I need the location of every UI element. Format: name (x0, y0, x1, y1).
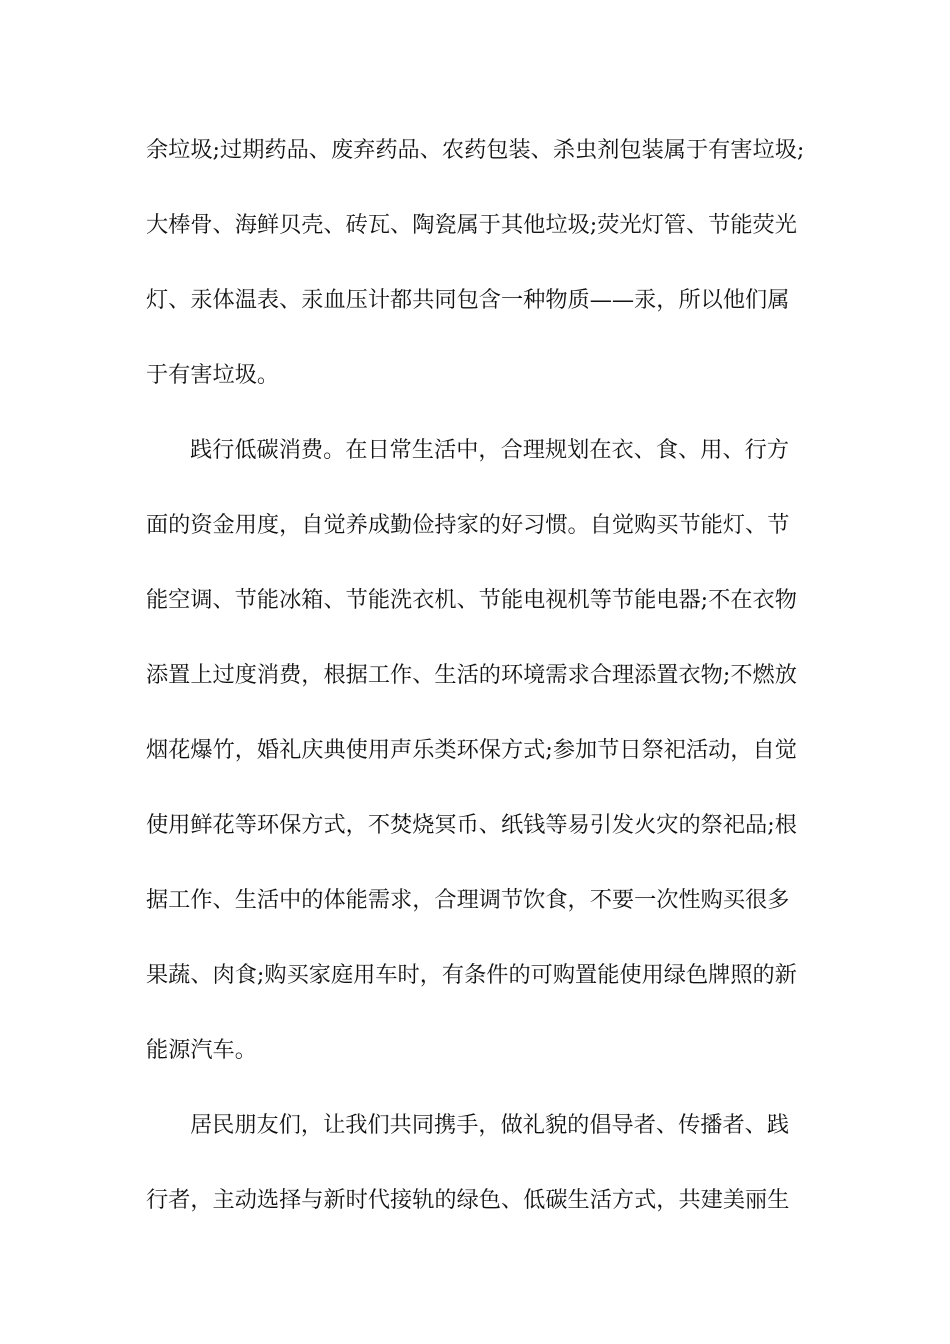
paragraph-first-line: 践行低碳消费。在日常生活中，合理规划在衣、食、用、行方 (190, 437, 790, 463)
text-line: 行者，主动选择与新时代接轨的绿色、低碳生活方式，共建美丽生 (146, 1187, 790, 1213)
text-line: 烟花爆竹，婚礼庆典使用声乐类环保方式;参加节日祭祀活动，自觉 (146, 737, 797, 763)
text-line: 添置上过度消费，根据工作、生活的环境需求合理添置衣物;不燃放 (146, 662, 797, 688)
paragraph-first-line: 居民朋友们，让我们共同携手，做礼貌的倡导者、传播者、践 (190, 1112, 790, 1138)
text-line: 面的资金用度，自觉养成勤俭持家的好习惯。自觉购买节能灯、节 (146, 512, 790, 538)
text-line: 使用鲜花等环保方式，不焚烧冥币、纸钱等易引发火灾的祭祀品;根 (146, 812, 797, 838)
text-line: 能源汽车。 (146, 1037, 257, 1063)
text-line: 据工作、生活中的体能需求，合理调节饮食，不要一次性购买很多 (146, 887, 790, 913)
text-line: 大棒骨、海鲜贝壳、砖瓦、陶瓷属于其他垃圾;荧光灯管、节能荧光 (146, 212, 797, 238)
text-line: 灯、汞体温表、汞血压计都共同包含一种物质——汞，所以他们属 (146, 287, 790, 313)
text-line: 于有害垃圾。 (146, 362, 280, 388)
text-line: 余垃圾;过期药品、废弃药品、农药包装、杀虫剂包装属于有害垃圾; (146, 137, 805, 163)
text-line: 果蔬、肉食;购买家庭用车时，有条件的可购置能使用绿色牌照的新 (146, 962, 797, 988)
text-line: 能空调、节能冰箱、节能洗衣机、节能电视机等节能电器;不在衣物 (146, 587, 797, 613)
